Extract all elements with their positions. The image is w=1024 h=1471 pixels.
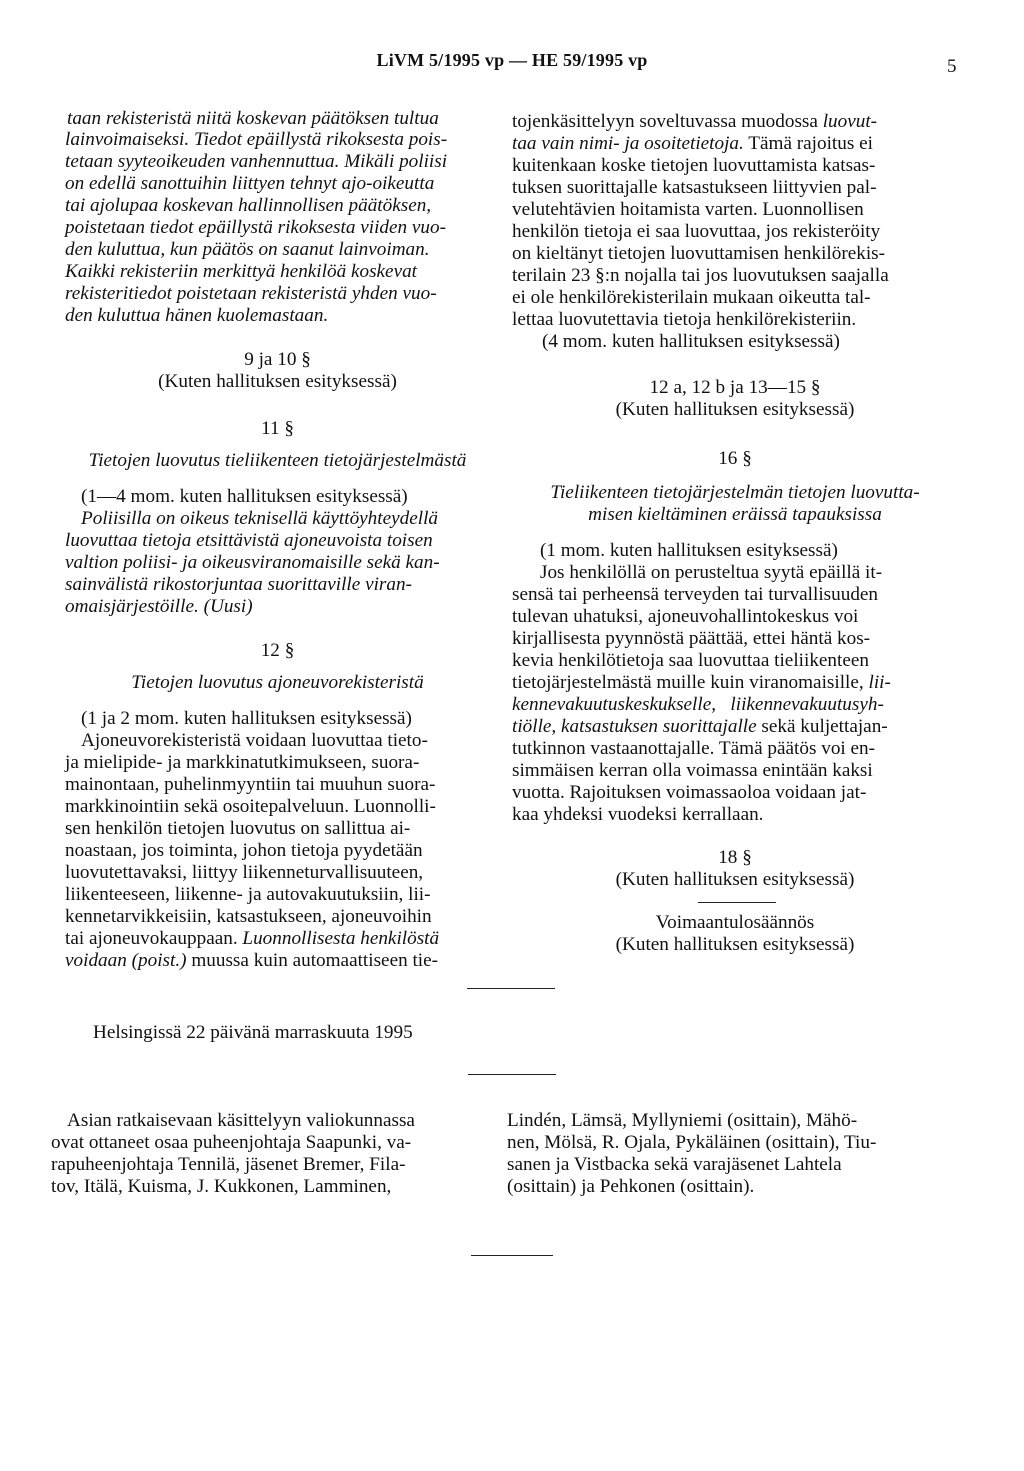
paragraph-line: tutkinnon vastaanottajalle. Tämä päätös voi en- xyxy=(512,738,876,759)
section-number: 12 a, 12 b ja 13—15 § xyxy=(649,377,821,398)
text-run: (poist.) xyxy=(131,950,187,971)
paragraph-line: Kaikki rekisteriin merkittyä henkilöä koskevat xyxy=(65,261,418,282)
paragraph-line: Ajoneuvorekisteristä voidaan luovuttaa tieto- xyxy=(81,730,428,751)
paragraph-line xyxy=(512,695,884,715)
section-title: Tietojen luovutus ajoneuvorekisteristä xyxy=(131,672,424,693)
section-note: (Kuten hallituksen esityksessä) xyxy=(158,371,397,392)
paragraph-line: kennetarvikkeisiin, katsastukseen, ajoneuvoihin xyxy=(65,906,432,927)
text-run: sekä kuljettajan- xyxy=(761,716,888,737)
paragraph-line: tulevan uhatuksi, ajoneuvohallintokeskus voi xyxy=(512,606,859,627)
paragraph-line: den kuluttua, kun päätös on saanut lainvoiman. xyxy=(65,239,430,260)
divider xyxy=(471,1255,553,1256)
paragraph-line: vuotta. Rajoituksen voimassaoloa voidaan jat- xyxy=(512,782,867,803)
paragraph-line: on kieltänyt tietojen luovuttamisen henkilörekis- xyxy=(512,243,886,264)
paragraph-line: poistetaan tiedot epäillystä rikoksesta viiden vuo- xyxy=(65,217,447,238)
section-note: (1 mom. kuten hallituksen esityksessä) xyxy=(540,540,838,561)
paragraph-line: terilain 23 §:n nojalla tai jos luovutuksen saajalla xyxy=(512,265,889,286)
text-run: kennevakuutuskeskukselle, xyxy=(512,694,717,715)
paragraph-line: Asian ratkaisevaan käsittelyyn valiokunnassa xyxy=(67,1110,415,1131)
paragraph-line: omaisjärjestöille. (Uusi) xyxy=(65,596,253,617)
section-number: 12 § xyxy=(260,640,295,661)
section-note: (1—4 mom. kuten hallituksen esityksessä) xyxy=(81,486,408,507)
paragraph-line: rekisteritiedot poistetaan rekisteristä yhden vuo- xyxy=(65,283,437,304)
section-title: Tietojen luovutus tieliikenteen tietojärjestelmästä xyxy=(88,450,467,471)
page-number: 5 xyxy=(947,56,957,77)
paragraph-line: lettaa luovutettavia tietoja henkilörekisteriin. xyxy=(512,309,857,330)
text-run: tojenkäsittelyyn soveltuvassa muodossa xyxy=(512,111,818,132)
paragraph-line: kevia henkilötietoja saa luovuttaa tieliikenteen xyxy=(512,650,869,671)
section-number: 11 § xyxy=(261,418,294,439)
paragraph-line: tuksen suorittajalle katsastukseen liittyvien pal- xyxy=(512,177,877,198)
section-title: misen kieltäminen eräissä tapauksissa xyxy=(588,504,882,525)
paragraph-line: valtion poliisi- ja oikeusviranomaisille sekä kan- xyxy=(65,552,440,573)
paragraph-line xyxy=(512,112,877,132)
paragraph-line xyxy=(512,717,888,737)
section-note: (4 mom. kuten hallituksen esityksessä) xyxy=(542,331,840,352)
section-note: (1 ja 2 mom. kuten hallituksen esityksessä) xyxy=(81,708,412,729)
text-run: tietojärjestelmästä muille kuin viranomaisille, xyxy=(512,672,864,693)
paragraph-line: luovuttaa tietoja etsittävistä ajoneuvoista toisen xyxy=(65,530,433,551)
paragraph-line: tai ajolupaa koskevan hallinnollisen päätöksen, xyxy=(65,195,432,216)
section-note: (Kuten hallituksen esityksessä) xyxy=(615,869,855,890)
paragraph-line: noastaan, jos toiminta, johon tietoja pyydetään xyxy=(65,840,423,861)
text-run: voidaan xyxy=(65,950,127,971)
paragraph-line: markkinointiin sekä osoitepalveluun. Luonnolli- xyxy=(65,796,436,817)
section-title: Tieliikenteen tietojärjestelmän tietojen luovutta- xyxy=(550,482,920,503)
place-date: Helsingissä 22 päivänä marraskuuta 1995 xyxy=(93,1022,413,1043)
paragraph-line: sen henkilön tietojen luovutus on sallittua ai- xyxy=(65,818,411,839)
entry-into-force-title: Voimaantulosäännös xyxy=(655,912,815,933)
paragraph-line: liikenteeseen, liikenne- ja autovakuutuksiin, lii- xyxy=(65,884,431,905)
paragraph-line xyxy=(512,134,873,154)
paragraph-line: ei ole henkilörekisterilain mukaan oikeutta tal- xyxy=(512,287,871,308)
paragraph-line: lainvoimaiseksi. Tiedot epäillystä rikoksesta pois- xyxy=(65,129,448,150)
paragraph-line: velutehtävien hoitamista varten. Luonnollisen xyxy=(512,199,864,220)
divider xyxy=(468,1074,556,1075)
text-run: luovut- xyxy=(822,111,878,132)
paragraph-line: kuitenkaan koske tietojen luovuttamista katsas- xyxy=(512,155,876,176)
paragraph-line: simmäisen kerran olla voimassa enintään kaksi xyxy=(512,760,873,781)
paragraph-line: henkilön tietoja ei saa luovuttaa, jos rekisteröity xyxy=(512,221,881,242)
paragraph-line: luovutettavaksi, liittyy liikenneturvallisuuteen, xyxy=(65,862,424,883)
paragraph-line: tetaan syyteoikeuden vanhennuttua. Mikäli poliisi xyxy=(65,151,448,172)
paragraph-line: Jos henkilöllä on perusteltua syytä epäillä it- xyxy=(540,562,883,583)
paragraph-line xyxy=(65,929,439,949)
paragraph-line: (osittain) ja Pehkonen (osittain). xyxy=(507,1176,755,1197)
paragraph-line: kaa yhdeksi vuodeksi kerrallaan. xyxy=(512,804,764,825)
section-number: 9 ja 10 § xyxy=(244,349,311,370)
paragraph-line xyxy=(65,951,438,971)
paragraph-line: sainvälistä rikostorjuntaa suorittaville viran- xyxy=(65,574,412,595)
paragraph-line: on edellä sanottuihin liittyen tehnyt ajo-oikeutta xyxy=(65,173,435,194)
section-note: (Kuten hallituksen esityksessä) xyxy=(615,934,855,955)
text-run: Luonnollisesta henkilöstä xyxy=(242,928,440,949)
section-number: 18 § xyxy=(718,847,752,868)
divider xyxy=(698,902,776,903)
text-run: lii- xyxy=(868,672,891,693)
paragraph-line: tov, Itälä, Kuisma, J. Kukkonen, Lamminen, xyxy=(51,1176,392,1197)
text-run: taa vain nimi- ja osoitetietoja. xyxy=(512,133,744,154)
paragraph-line: Lindén, Lämsä, Myllyniemi (osittain), Mähö- xyxy=(507,1110,858,1131)
paragraph-line: mainontaan, puhelinmyyntiin tai muuhun suora- xyxy=(65,774,436,795)
paragraph-line: sanen ja Vistbacka sekä varajäsenet Lahtela xyxy=(507,1154,842,1175)
paragraph-line: kirjallisesta pyynnöstä päättää, ettei häntä kos- xyxy=(512,628,871,649)
paragraph-line xyxy=(512,673,891,693)
running-head: LiVM 5/1995 vp — HE 59/1995 vp xyxy=(376,50,648,70)
text-run: liikennevakuutusyh- xyxy=(730,694,884,715)
text-run: tiölle, katsastuksen suorittajalle xyxy=(512,716,757,737)
paragraph-line: ja mielipide- ja markkinatutkimukseen, suora- xyxy=(65,752,420,773)
paragraph-line: taan rekisteristä niitä koskevan päätöksen tultua xyxy=(67,108,439,129)
paragraph-line: nen, Mölsä, R. Ojala, Pykäläinen (osittain), Tiu- xyxy=(507,1132,877,1153)
paragraph-line: ovat ottaneet osaa puheenjohtaja Saapunki, va- xyxy=(51,1132,412,1153)
text-run: tai ajoneuvokauppaan. xyxy=(65,928,238,949)
section-note: (Kuten hallituksen esityksessä) xyxy=(615,399,855,420)
paragraph-line: sensä tai perheensä terveyden tai turvallisuuden xyxy=(512,584,879,605)
paragraph-line: rapuheenjohtaja Tennilä, jäsenet Bremer, Fila- xyxy=(51,1154,406,1175)
paragraph-line: den kuluttua hänen kuolemastaan. xyxy=(65,305,329,326)
text-run: Tämä rajoitus ei xyxy=(748,133,873,154)
paragraph-line: Poliisilla on oikeus teknisellä käyttöyhteydellä xyxy=(81,508,439,529)
divider xyxy=(467,988,555,989)
section-number: 16 § xyxy=(718,448,752,469)
text-run: muussa kuin automaattiseen tie- xyxy=(191,950,439,971)
